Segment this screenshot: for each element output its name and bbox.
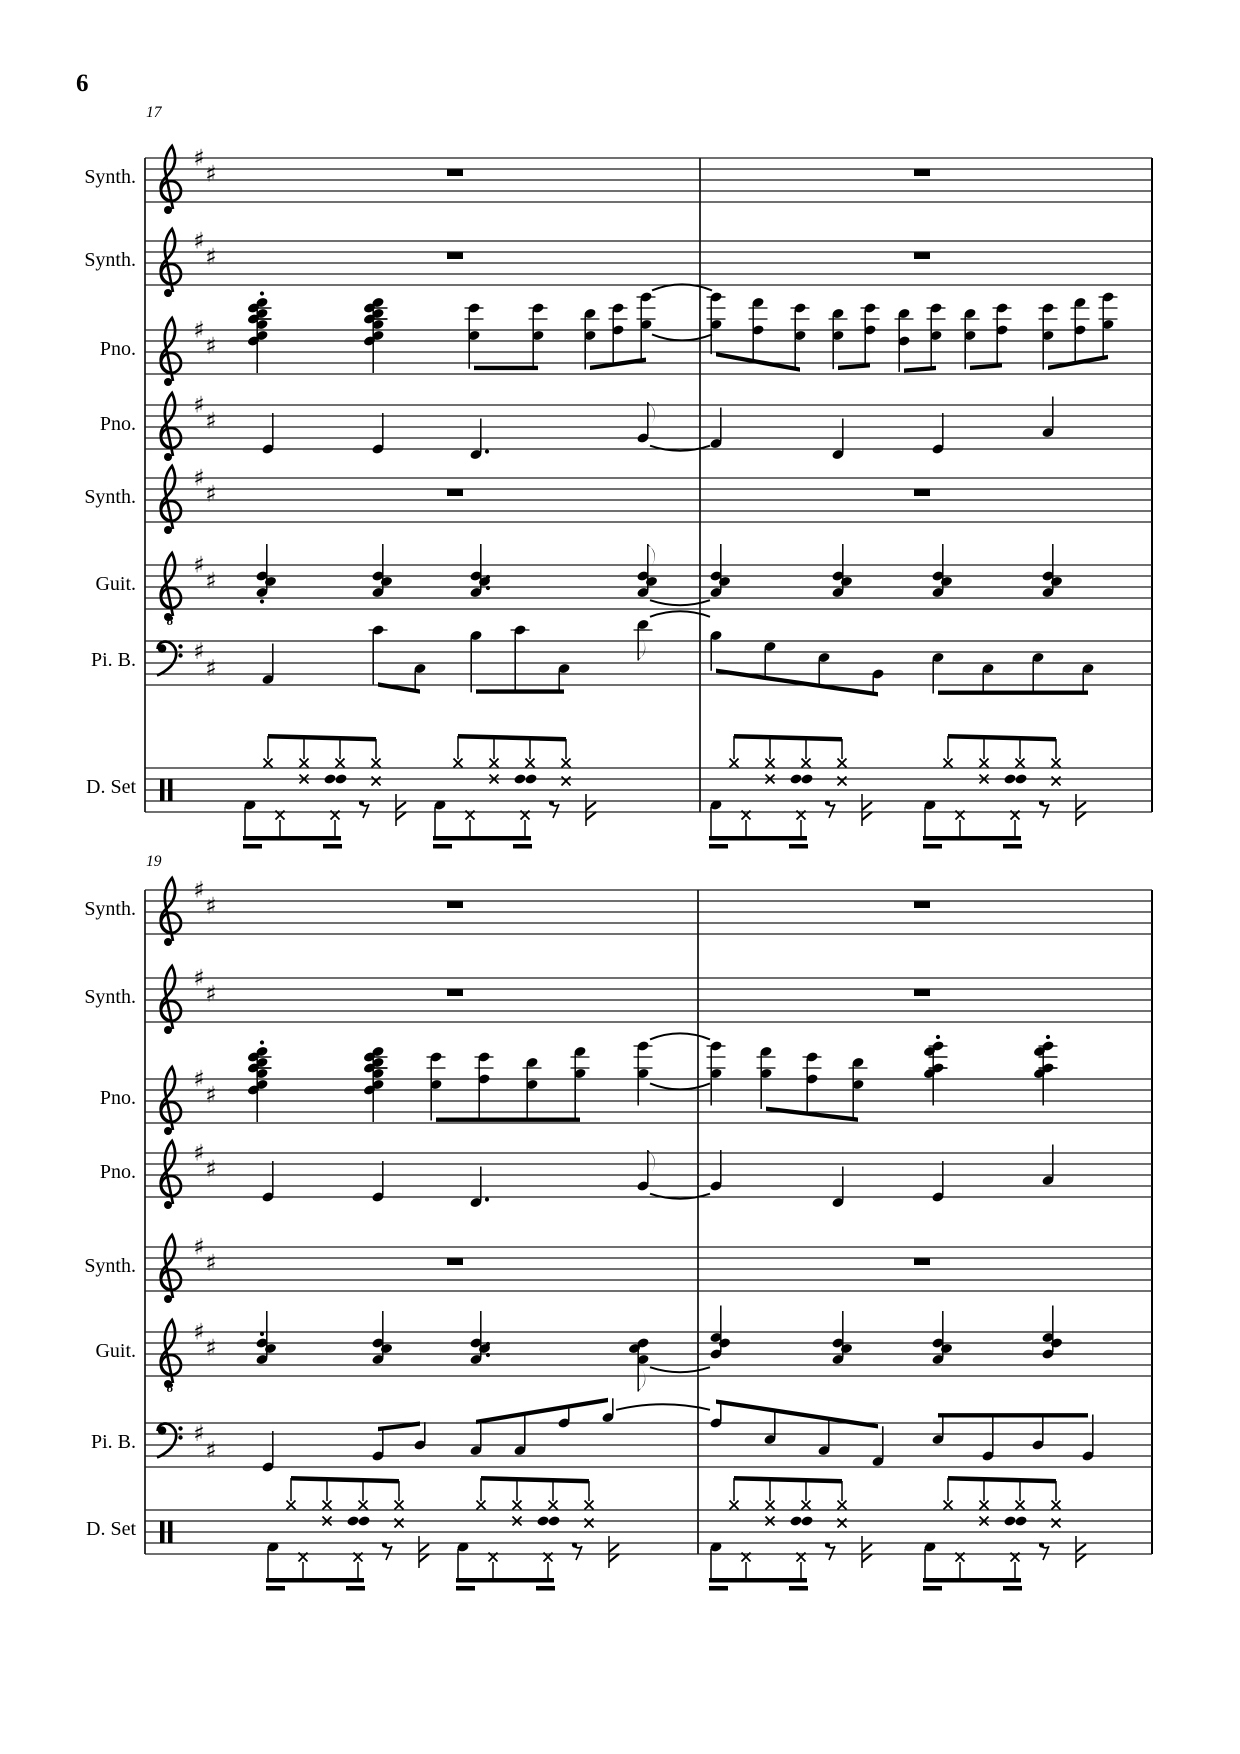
sharp-icon: ♯	[193, 317, 205, 344]
instrument-label-synth: Synth.	[84, 249, 136, 271]
instrument-label-pi-b: Pi. B.	[90, 649, 136, 671]
octave-8-marker: 8	[166, 1380, 174, 1395]
staff-guit-6	[145, 544, 1152, 628]
sharp-icon: ♯	[205, 244, 217, 271]
staff-pno-4	[145, 393, 1152, 462]
staff-guit-6	[145, 1306, 1152, 1396]
staff-synth-5	[145, 466, 1152, 535]
page-number: 6	[76, 70, 89, 97]
sharp-icon: ♯	[193, 1140, 205, 1167]
sharp-icon: ♯	[193, 552, 205, 579]
staff-synth-2	[145, 966, 1152, 1035]
system-2	[145, 878, 1152, 1591]
system-1	[145, 146, 1152, 849]
bass-clef-icon	[157, 1424, 183, 1458]
sharp-icon: ♯	[205, 1335, 217, 1362]
staff-pno-3	[145, 284, 1152, 386]
staff-pno-4	[145, 1141, 1152, 1210]
sharp-icon: ♯	[193, 145, 205, 172]
sharp-icon: ♯	[205, 1438, 217, 1464]
sharp-icon: ♯	[193, 965, 205, 992]
instrument-label-pno: Pno.	[99, 338, 136, 360]
sharp-icon: ♯	[205, 161, 217, 188]
instrument-label-d-set: D. Set	[86, 1518, 136, 1540]
sharp-icon: ♯	[193, 1319, 205, 1346]
sharp-icon: ♯	[205, 568, 217, 595]
sharp-icon: ♯	[205, 1250, 217, 1277]
instrument-label-pi-b: Pi. B.	[90, 1431, 136, 1453]
sharp-icon: ♯	[193, 228, 205, 255]
instrument-label-synth: Synth.	[84, 986, 136, 1008]
sharp-icon: ♯	[193, 877, 205, 904]
sharp-icon: ♯	[205, 408, 217, 435]
sharp-icon: ♯	[193, 1234, 205, 1261]
sharp-icon: ♯	[205, 333, 217, 360]
instrument-label-pno: Pno.	[99, 1087, 136, 1109]
staff-synth-2	[145, 229, 1152, 298]
instrument-label-synth: Synth.	[84, 166, 136, 188]
octave-8-marker: 8	[166, 613, 174, 628]
sharp-icon: ♯	[205, 893, 217, 920]
measure-number-17: 17	[146, 104, 162, 121]
staff-synth-1	[145, 146, 1152, 215]
staff-synth-5	[145, 1235, 1152, 1304]
instrument-label-synth: Synth.	[84, 1255, 136, 1277]
instrument-label-pno: Pno.	[99, 1161, 136, 1183]
instrument-label-synth: Synth.	[84, 898, 136, 920]
staff-synth-1	[145, 878, 1152, 947]
sharp-icon: ♯	[193, 392, 205, 419]
sharp-icon: ♯	[205, 981, 217, 1008]
sharp-icon: ♯	[205, 656, 217, 682]
staff-pi-b-7	[145, 611, 1152, 696]
sharp-icon: ♯	[205, 481, 217, 508]
measure-number-19: 19	[146, 853, 162, 870]
sharp-icon: ♯	[193, 465, 205, 492]
instrument-label-synth: Synth.	[84, 486, 136, 508]
instrument-label-pno: Pno.	[99, 413, 136, 435]
instrument-label-d-set: D. Set	[86, 776, 136, 798]
staff-d-set-8	[145, 1476, 1152, 1591]
sharp-icon: ♯	[193, 1421, 205, 1447]
staff-pno-3	[145, 1033, 1152, 1135]
sharp-icon: ♯	[193, 1066, 205, 1093]
bass-clef-icon	[157, 642, 183, 676]
sharp-icon: ♯	[205, 1156, 217, 1183]
staff-pi-b-7	[145, 1398, 1152, 1473]
sharp-icon: ♯	[205, 1082, 217, 1109]
sharp-icon: ♯	[193, 639, 205, 665]
instrument-label-guit: Guit.	[95, 573, 136, 595]
instrument-label-guit: Guit.	[95, 1340, 136, 1362]
staff-d-set-8	[145, 734, 1152, 849]
